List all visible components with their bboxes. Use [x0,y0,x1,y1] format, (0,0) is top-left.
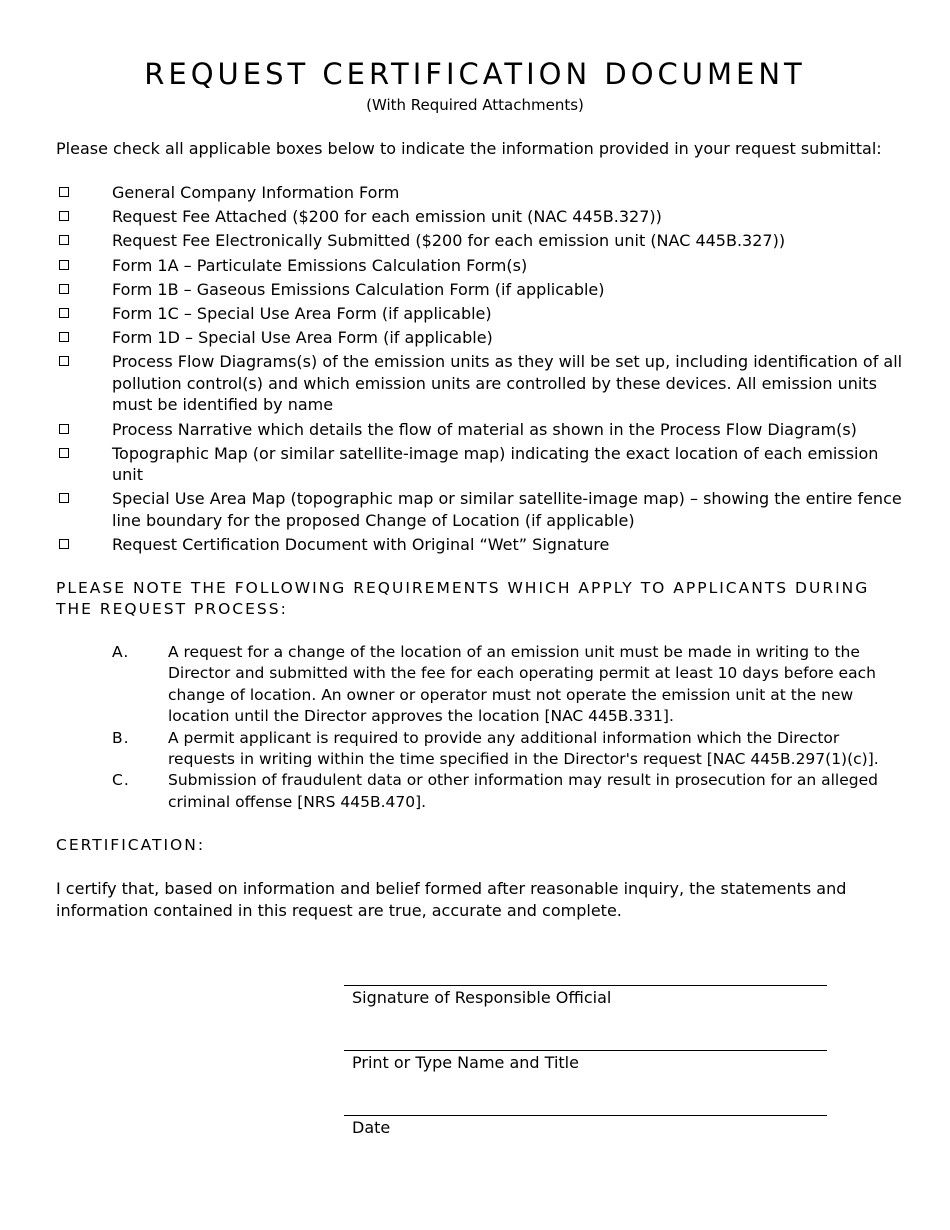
requirement-item [112,642,902,728]
checkbox[interactable] [59,448,69,458]
checklist-item-form-1c [56,303,906,325]
page-subtitle: (With Required Attachments) [366,96,584,114]
checklist-item-process-flow [56,351,906,416]
date-input[interactable] [344,1082,827,1112]
checkbox[interactable] [59,211,69,221]
checkbox[interactable] [59,260,69,270]
requirement-text: A permit applicant is required to provide any additional information which the Director requests in writing within the time specified in the Director's request [NAC 445B.297(1)(c)]. [168,728,879,769]
checklist-item-label: Topographic Map (or similar satellite-image map) indicating the exact location of each emission unit [112,443,879,485]
checkbox[interactable] [59,235,69,245]
requirement-item [112,770,902,813]
checklist-item-label: Request Fee Attached ($200 for each emission unit (NAC 445B.327)) [112,207,662,227]
date-field-block [344,1115,827,1138]
certification-heading: CERTIFICATION: [56,836,206,854]
checklist-item-label: Process Narrative which details the flow of material as shown in the Process Flow Diagram(s) [112,419,857,439]
checklist-item-topographic-map [56,443,906,486]
checklist-item-label: Form 1D – Special Use Area Form (if applicable) [112,328,493,348]
checkbox[interactable] [59,539,69,549]
requirement-text: Submission of fraudulent data or other information may result in prosecution for an alleged criminal offense [NRS 445B.470]. [168,771,878,811]
checkbox[interactable] [59,356,69,366]
name-title-field-block [344,1050,827,1073]
checklist-item-label: Form 1B – Gaseous Emissions Calculation Form (if applicable) [112,279,605,299]
checklist-item-label: Request Certification Document with Original “Wet” Signature [112,535,610,555]
checklist-item-label: Special Use Area Map (topographic map or similar satellite-image map) – showing the entire fence line boundary for the proposed Change of Location (if applicable) [112,489,902,530]
checklist-item-label: Form 1A – Particulate Emissions Calculation Form(s) [112,255,528,275]
signature-field-block [344,985,827,1008]
checklist-item-form-1b [56,279,906,301]
requirements-list [112,642,902,813]
checkbox[interactable] [59,284,69,294]
checklist-item-company-info [56,182,906,204]
checklist-item-label: Form 1C – Special Use Area Form (if applicable) [112,303,492,323]
checklist-item-fee-attached [56,206,906,228]
checkbox[interactable] [59,308,69,318]
requirement-letter: B. [112,728,130,747]
checklist-item-label: Request Fee Electronically Submitted ($200 for each emission unit (NAC 445B.327)) [112,231,786,251]
requirements-heading: PLEASE NOTE THE FOLLOWING REQUIREMENTS WHICH APPLY TO APPLICANTS DURING THE REQUEST PROCESS: [56,579,870,618]
requirement-text: A request for a change of the location of an emission unit must be made in writing to the Director and submitted with the fee for each operating permit at least 10 days before each change of location. An owner or operator must not operate the emission unit at the new location until the Director approves the location [NAC 445B.331]. [168,643,876,726]
requirement-letter: A. [112,643,130,661]
page-title: REQUEST CERTIFICATION DOCUMENT [144,57,806,91]
checkbox[interactable] [59,424,69,434]
checkbox[interactable] [59,187,69,197]
signature-label: Signature of Responsible Official [352,988,612,1007]
requirement-item [112,728,902,771]
checkbox[interactable] [59,332,69,342]
checklist-item-form-1d [56,327,906,349]
checklist-item-wet-signature [56,534,906,556]
checklist-item-form-1a [56,255,906,277]
checklist-item-process-narrative [56,419,906,441]
name-title-input[interactable] [344,1017,827,1047]
checklist-item-label: Process Flow Diagrams(s) of the emission units as they will be set up, including identification of all pollution control(s) and which emission units are controlled by these devices. All emission units must be identified by name [112,352,903,415]
checklist-item-special-use-map [56,488,906,531]
requirement-letter: C. [112,771,130,790]
signature-input[interactable] [344,952,827,982]
certification-statement: I certify that, based on information and belief formed after reasonable inquiry, the statements and information contained in this request are true, accurate and complete. [56,879,847,920]
attachment-checklist [56,182,906,558]
date-label: Date [352,1118,391,1137]
checklist-item-label: General Company Information Form [112,183,400,202]
checklist-item-fee-electronic [56,230,906,252]
checkbox[interactable] [59,493,69,503]
name-title-label: Print or Type Name and Title [352,1053,579,1072]
checklist-instructions: Please check all applicable boxes below to indicate the information provided in your request submittal: [56,139,882,158]
